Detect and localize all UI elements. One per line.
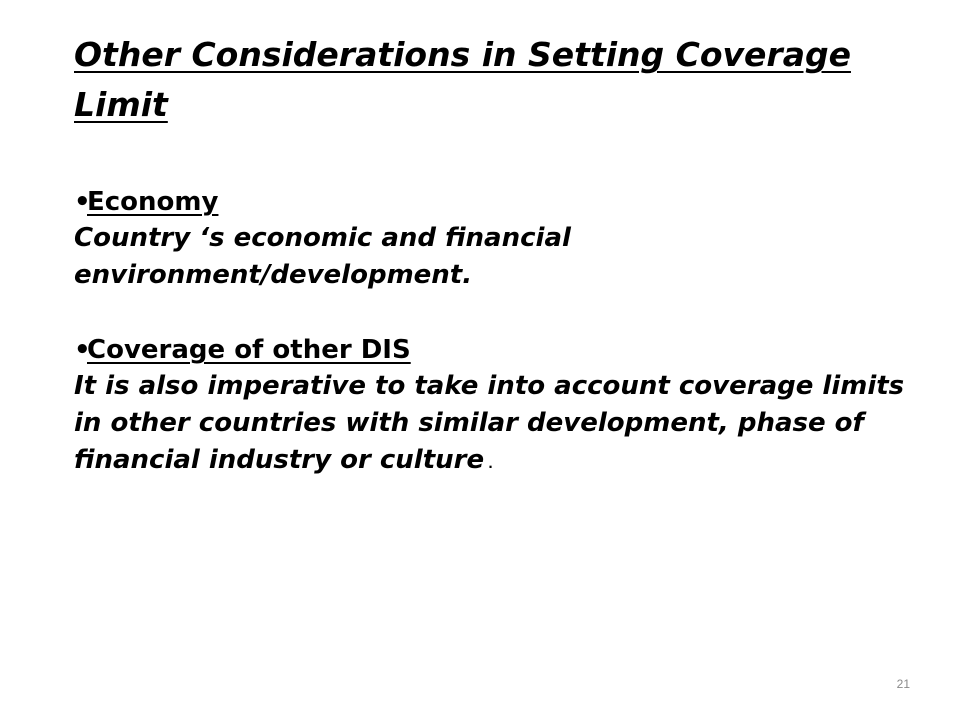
section-economy	[74, 184, 934, 298]
section-heading: Economy	[87, 187, 219, 217]
bullet-icon: •	[74, 187, 91, 217]
bullet-line	[74, 332, 934, 368]
section-description	[74, 220, 934, 298]
description-text: It is also imperative to take into account coverage limits in other countries with similar development, phase of financial industry or culture	[74, 371, 905, 475]
slide-body	[74, 184, 934, 483]
description-trailing: .	[484, 457, 493, 471]
section-heading: Coverage of other DIS	[87, 335, 411, 365]
section-coverage-other-dis	[74, 332, 934, 483]
bullet-line	[74, 184, 934, 220]
description-text: Country ‘s economic and financial environment/development.	[74, 223, 571, 290]
slide-title: Other Considerations in Setting Coverage Limit	[74, 35, 851, 124]
section-description	[74, 368, 934, 483]
bullet-icon: •	[74, 335, 91, 365]
page-number: 21	[896, 677, 910, 691]
